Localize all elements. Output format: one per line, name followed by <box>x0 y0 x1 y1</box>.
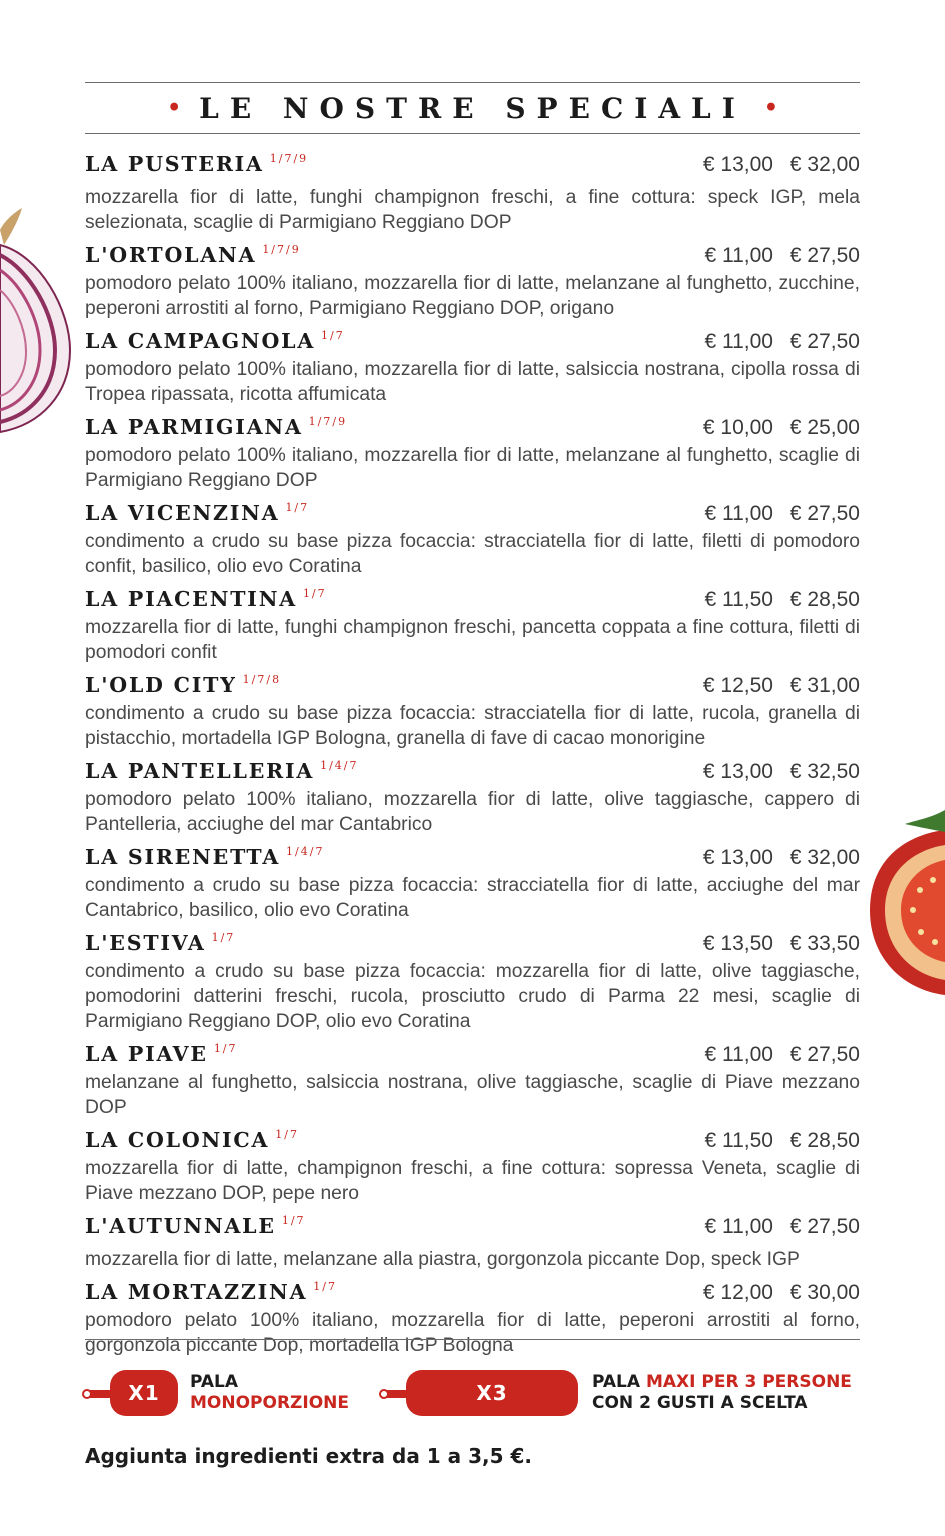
header-dot-left: • <box>167 95 182 121</box>
allergen-codes: 1/7 <box>213 1042 238 1055</box>
menu-item <box>85 501 860 579</box>
price-single: € 11,50 <box>704 588 773 611</box>
pizza-description: mozzarella fior di latte, funghi champignon freschi, pancetta coppata a fine cottura, filetti di pomodori confit <box>85 617 860 663</box>
pizza-name: LA PIACENTINA <box>85 587 297 611</box>
pizza-name: L'ORTOLANA <box>85 243 257 267</box>
pizza-description: pomodoro pelato 100% italiano, mozzarella fior di latte, olive taggiasche, cappero di Pantelleria, acciughe del mar Cantabrico <box>85 789 860 835</box>
menu-item <box>85 329 860 407</box>
pizza-description: pomodoro pelato 100% italiano, mozzarella fior di latte, melanzane al funghetto, zucchine, peperoni arrostiti al forno, Parmigiano Reggiano DOP, origano <box>85 273 860 319</box>
section-title: LE NOSTRE SPECIALI <box>199 91 746 125</box>
price-single: € 11,00 <box>704 330 773 353</box>
pizza-description: pomodoro pelato 100% italiano, mozzarella fior di latte, peperoni arrostiti al forno, gorgonzola piccante Dop, mortadella IGP Bologna <box>85 1310 860 1356</box>
allergen-codes: 1/7 <box>275 1128 299 1141</box>
pizza-name: LA PIAVE <box>85 1042 208 1066</box>
menu-item <box>85 1128 860 1206</box>
price-single: € 11,00 <box>704 1215 773 1238</box>
allergen-codes: 1/4/7 <box>320 759 359 772</box>
allergen-codes: 1/7/9 <box>262 243 301 256</box>
price-maxi: € 30,00 <box>789 1281 860 1304</box>
menu-item <box>85 415 860 493</box>
pizza-name: LA PUSTERIA <box>85 152 264 176</box>
menu-page <box>85 82 860 1366</box>
price-maxi: € 28,50 <box>789 588 860 611</box>
pizza-description: pomodoro pelato 100% italiano, mozzarella fior di latte, salsiccia nostrana, cipolla rossa di Tropea ripassata, ricotta affumicata <box>85 359 860 405</box>
price-maxi: € 27,50 <box>789 330 860 353</box>
single-size-label: PALA MONOPORZIONE <box>190 1372 349 1413</box>
pizza-name: L'OLD CITY <box>85 673 237 697</box>
allergen-codes: 1/7 <box>211 931 236 944</box>
pizza-description: pomodoro pelato 100% italiano, mozzarella fior di latte, melanzane al funghetto, scaglie di Parmigiano Reggiano DOP <box>85 445 860 491</box>
allergen-codes: 1/7/9 <box>308 415 348 428</box>
pizza-description: condimento a crudo su base pizza focaccia: stracciatella fior di latte, acciughe del mar Cantabrico, basilico, olio evo Coratina <box>85 875 860 921</box>
pizza-description: condimento a crudo su base pizza focaccia: mozzarella fior di latte, olive taggiasche, pomodorini datterini freschi, rucola, prosciutto crudo di Parma 22 mesi, scaglie di Parmigiano Reggiano DOP, olio evo Coratina <box>85 961 860 1032</box>
allergen-codes: 1/7 <box>302 587 327 600</box>
pizza-name: LA PANTELLERIA <box>85 759 315 783</box>
allergen-codes: 1/7 <box>285 501 310 514</box>
price-maxi: € 27,50 <box>789 244 860 267</box>
single-size-badge: X1 <box>110 1370 178 1416</box>
pizza-description: mozzarella fior di latte, melanzane alla piastra, gorgonzola piccante Dop, speck IGP <box>85 1249 800 1270</box>
menu-item <box>85 1280 860 1358</box>
price-maxi: € 27,50 <box>789 1043 860 1066</box>
menu-item <box>85 152 860 235</box>
allergen-codes: 1/7/8 <box>242 673 282 686</box>
menu-item <box>85 759 860 837</box>
footer-rule <box>85 1339 860 1340</box>
price-single: € 12,00 <box>702 1281 773 1304</box>
pizza-description: mozzarella fior di latte, funghi champignon freschi, a fine cottura: speck IGP, mela selezionata, scaglie di Parmigiano Reggiano DOP <box>85 187 860 233</box>
price-maxi: € 33,50 <box>789 932 860 955</box>
allergen-codes: 1/7 <box>313 1280 337 1293</box>
price-single: € 10,00 <box>702 416 773 439</box>
pizza-description: condimento a crudo su base pizza focaccia: stracciatella fior di latte, filetti di pomodoro confit, basilico, olio evo Coratina <box>85 531 860 577</box>
price-maxi: € 32,00 <box>789 846 860 869</box>
pizza-name: LA VICENZINA <box>85 501 280 525</box>
allergen-codes: 1/7/9 <box>269 152 309 165</box>
pizza-name: L'AUTUNNALE <box>85 1214 276 1238</box>
menu-list <box>85 134 860 1358</box>
pizza-name: LA CAMPAGNOLA <box>85 329 316 353</box>
extra-ingredients-note: Aggiunta ingredienti extra da 1 a 3,5 €. <box>85 1444 533 1468</box>
price-single: € 13,00 <box>702 153 773 176</box>
menu-item <box>85 1042 860 1120</box>
price-single: € 12,50 <box>702 674 773 697</box>
pizza-name: LA PARMIGIANA <box>85 415 303 439</box>
allergen-codes: 1/7 <box>321 329 345 342</box>
maxi-size-label: PALA MAXI PER 3 PERSONE CON 2 GUSTI A SCELTA <box>592 1372 852 1413</box>
price-single: € 13,00 <box>702 846 773 869</box>
price-maxi: € 27,50 <box>789 502 860 525</box>
price-maxi: € 25,00 <box>789 416 860 439</box>
menu-item <box>85 1214 860 1272</box>
allergen-codes: 1/7 <box>281 1214 306 1227</box>
maxi-size-badge: X3 <box>406 1370 578 1416</box>
price-single: € 11,50 <box>704 1129 773 1152</box>
menu-item <box>85 931 860 1034</box>
price-maxi: € 28,50 <box>789 1129 860 1152</box>
allergen-codes: 1/4/7 <box>286 845 325 858</box>
price-maxi: € 31,00 <box>789 674 860 697</box>
menu-item <box>85 243 860 321</box>
pizza-name: LA SIRENETTA <box>85 845 281 869</box>
pizza-name: LA MORTAZZINA <box>85 1280 308 1304</box>
price-maxi: € 32,50 <box>789 760 860 783</box>
price-maxi: € 27,50 <box>789 1215 860 1238</box>
size-legend <box>0 1370 945 1418</box>
pizza-description: condimento a crudo su base pizza focaccia: stracciatella fior di latte, rucola, granella di pistacchio, mortadella IGP Bologna, granella di fave di cacao monorigine <box>85 703 860 749</box>
pizza-name: L'ESTIVA <box>85 931 206 955</box>
pizza-description: melanzane al funghetto, salsiccia nostrana, olive taggiasche, scaglie di Piave mezzano DOP <box>85 1072 860 1118</box>
tomato-icon <box>865 790 945 1010</box>
menu-item <box>85 673 860 751</box>
price-single: € 13,00 <box>702 760 773 783</box>
menu-item <box>85 845 860 923</box>
price-maxi: € 32,00 <box>789 153 860 176</box>
section-header <box>85 83 860 133</box>
price-single: € 11,00 <box>704 244 773 267</box>
price-single: € 11,00 <box>704 502 773 525</box>
pizza-description: mozzarella fior di latte, champignon freschi, a fine cottura: sopressa Veneta, scaglie di Piave mezzano DOP, pepe nero <box>85 1158 860 1204</box>
price-single: € 11,00 <box>704 1043 773 1066</box>
red-onion-icon <box>0 200 80 440</box>
price-single: € 13,50 <box>702 932 773 955</box>
menu-item <box>85 587 860 665</box>
header-dot-right: • <box>763 95 778 121</box>
pizza-name: LA COLONICA <box>85 1128 270 1152</box>
